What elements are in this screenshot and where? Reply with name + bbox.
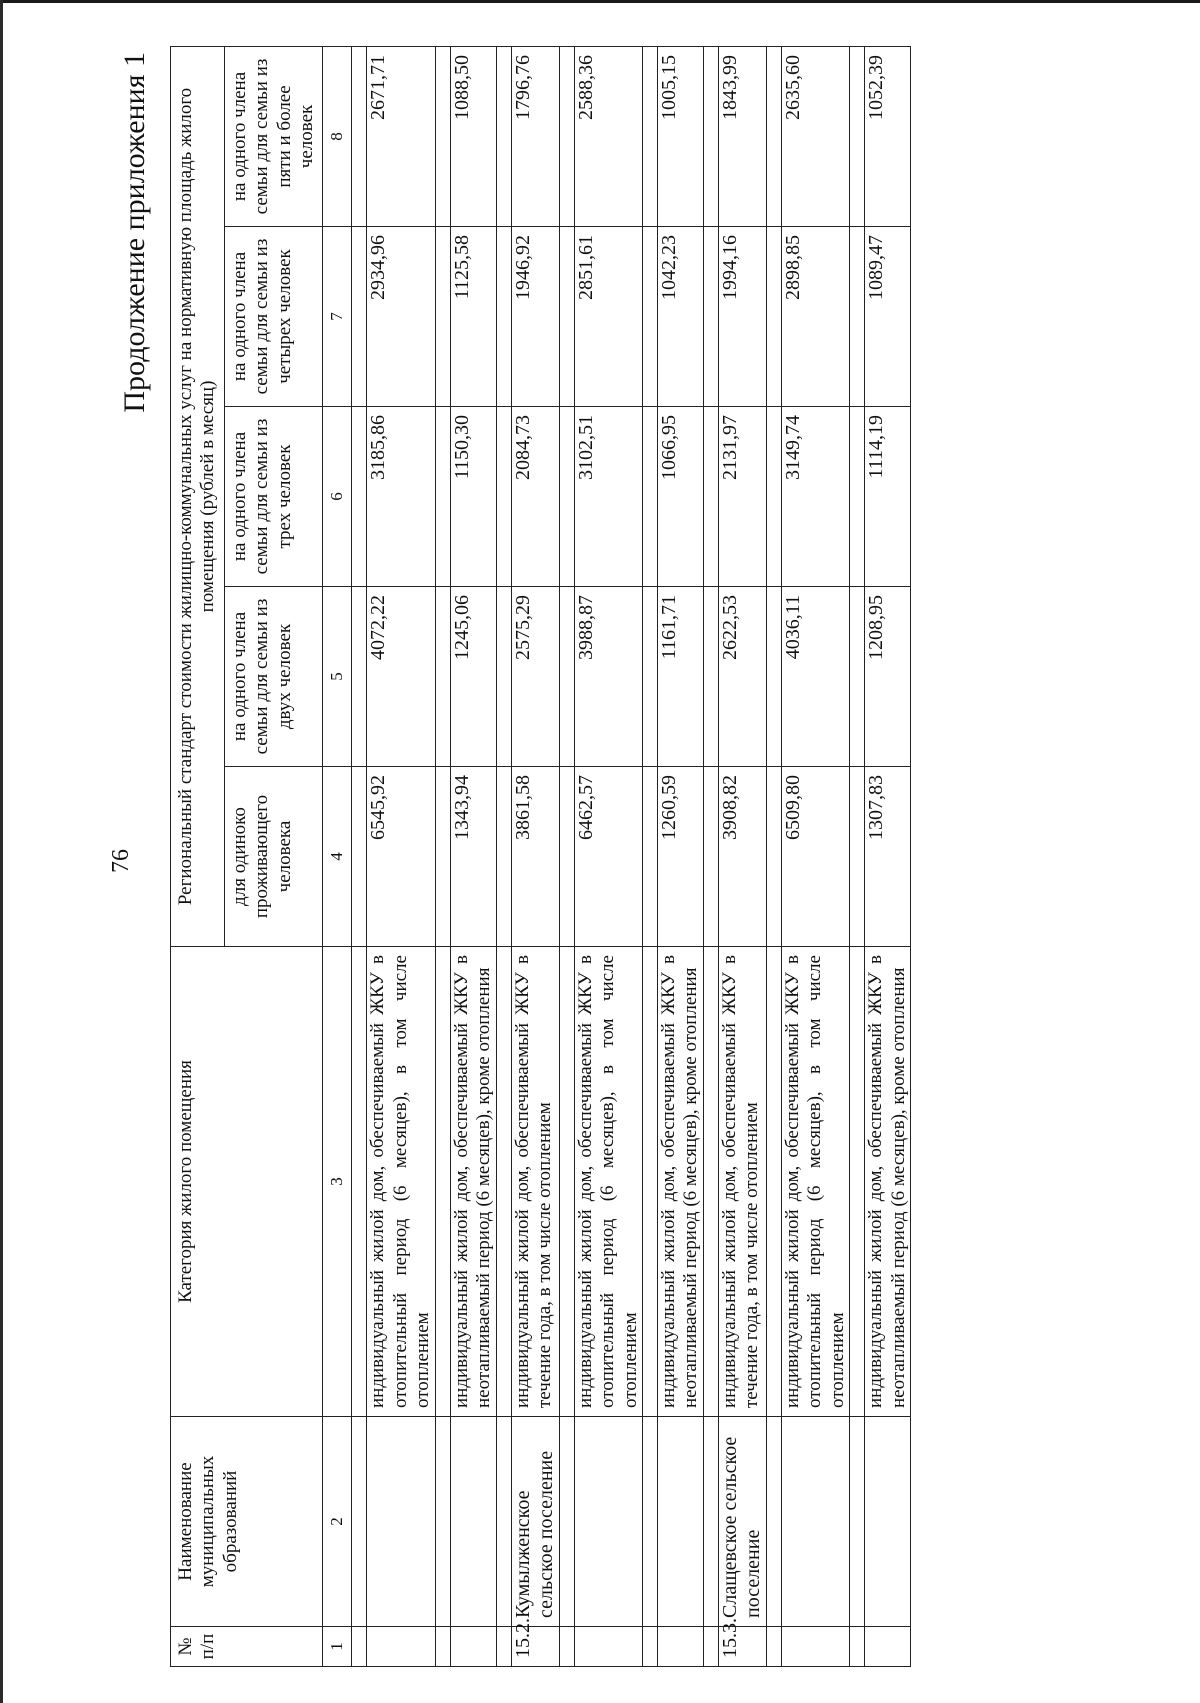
row-name bbox=[657, 1417, 703, 1627]
table-body bbox=[352, 46, 910, 1666]
tariff-table bbox=[170, 46, 911, 1667]
colnum-7: 7 bbox=[323, 227, 352, 407]
row-category: индивидуальный жилой дом, обеспечиваемый ЖКУ в отопительный период (6 месяцев), в том числе отоплением bbox=[574, 947, 642, 1417]
spacer-cell bbox=[435, 1417, 450, 1627]
row-value-3: 2084,73 bbox=[511, 407, 559, 587]
row-value-1: 3908,82 bbox=[718, 767, 766, 947]
row-name bbox=[781, 1417, 849, 1627]
colnum-3: 3 bbox=[323, 947, 352, 1417]
spacer-cell bbox=[559, 587, 574, 767]
row-spacer bbox=[703, 46, 718, 1666]
spacer-cell bbox=[435, 407, 450, 587]
spacer-cell bbox=[496, 587, 511, 767]
spacer-cell bbox=[435, 767, 450, 947]
spacer-cell bbox=[496, 947, 511, 1417]
colnum-4: 4 bbox=[323, 767, 352, 947]
spacer-cell bbox=[642, 1417, 657, 1627]
row-value-2: 2622,53 bbox=[718, 587, 766, 767]
spacer-cell bbox=[703, 767, 718, 947]
spacer-cell bbox=[703, 227, 718, 407]
row-spacer bbox=[496, 46, 511, 1666]
row-value-1: 6509,80 bbox=[781, 767, 849, 947]
spacer-cell bbox=[703, 947, 718, 1417]
column-number-row bbox=[323, 46, 352, 1666]
row-spacer bbox=[766, 46, 781, 1666]
page-subtitle: Продолжение приложения 1 bbox=[118, 52, 151, 413]
header-row-1 bbox=[171, 46, 225, 1666]
spacer-cell bbox=[352, 1417, 367, 1627]
colnum-5: 5 bbox=[323, 587, 352, 767]
spacer-cell bbox=[352, 407, 367, 587]
spacer-cell bbox=[496, 767, 511, 947]
spacer-cell bbox=[850, 46, 865, 226]
row-value-1: 3861,58 bbox=[511, 767, 559, 947]
spacer-cell bbox=[352, 767, 367, 947]
row-no: 15.3. bbox=[718, 1627, 766, 1667]
row-value-1: 1260,59 bbox=[657, 767, 703, 947]
header-sub-1: для одиноко проживающего человека bbox=[224, 767, 323, 947]
row-value-4: 2934,96 bbox=[367, 227, 435, 407]
row-category: индивидуальный жилой дом, обеспечиваемый ЖКУ в течение года, в том числе отоплением bbox=[511, 947, 559, 1417]
spacer-cell bbox=[559, 46, 574, 226]
spacer-cell bbox=[352, 1627, 367, 1667]
spacer-cell bbox=[766, 947, 781, 1417]
spacer-cell bbox=[559, 1627, 574, 1667]
header-no: № п/п bbox=[171, 1627, 323, 1667]
spacer-cell bbox=[703, 1417, 718, 1627]
row-value-4: 1089,47 bbox=[865, 227, 911, 407]
row-value-3: 3149,74 bbox=[781, 407, 849, 587]
row-value-2: 4036,11 bbox=[781, 587, 849, 767]
row-value-2: 2575,29 bbox=[511, 587, 559, 767]
colnum-8: 8 bbox=[323, 46, 352, 226]
spacer-cell bbox=[850, 407, 865, 587]
row-value-2: 3988,87 bbox=[574, 587, 642, 767]
table-row bbox=[865, 46, 911, 1666]
row-value-4: 1042,23 bbox=[657, 227, 703, 407]
row-value-1: 1343,94 bbox=[450, 767, 496, 947]
row-no: 15.2. bbox=[511, 1627, 559, 1667]
spacer-cell bbox=[642, 1627, 657, 1667]
row-no bbox=[574, 1627, 642, 1667]
row-category: индивидуальный жилой дом, обеспечиваемый ЖКУ в течение года, в том числе отоплением bbox=[718, 947, 766, 1417]
spacer-cell bbox=[703, 46, 718, 226]
table-row bbox=[781, 46, 849, 1666]
row-value-3: 2131,97 bbox=[718, 407, 766, 587]
row-value-3: 1114,19 bbox=[865, 407, 911, 587]
row-value-3: 1150,30 bbox=[450, 407, 496, 587]
spacer-cell bbox=[559, 1417, 574, 1627]
header-sub-3: на одного члена семьи для семьи из трех человек bbox=[224, 407, 323, 587]
spacer-cell bbox=[496, 227, 511, 407]
spacer-cell bbox=[496, 1417, 511, 1627]
spacer-cell bbox=[642, 227, 657, 407]
row-no bbox=[781, 1627, 849, 1667]
row-value-5: 1843,99 bbox=[718, 46, 766, 226]
spacer-cell bbox=[850, 1417, 865, 1627]
spacer-cell bbox=[642, 767, 657, 947]
row-category: индивидуальный жилой дом, обеспечиваемый ЖКУ в неотапливаемый период (6 месяцев), кроме отопления bbox=[865, 947, 911, 1417]
row-spacer bbox=[352, 46, 367, 1666]
spacer-cell bbox=[642, 407, 657, 587]
spacer-cell bbox=[766, 46, 781, 226]
row-value-5: 2588,36 bbox=[574, 46, 642, 226]
spacer-cell bbox=[703, 407, 718, 587]
header-sub-4: на одного члена семьи для семьи из четырех человек bbox=[224, 227, 323, 407]
spacer-cell bbox=[850, 947, 865, 1417]
row-spacer bbox=[435, 46, 450, 1666]
spacer-cell bbox=[352, 46, 367, 226]
row-value-5: 2635,60 bbox=[781, 46, 849, 226]
row-spacer bbox=[850, 46, 865, 1666]
row-category: индивидуальный жилой дом, обеспечиваемый ЖКУ в неотапливаемый период (6 месяцев), кроме отопления bbox=[657, 947, 703, 1417]
row-value-1: 6462,57 bbox=[574, 767, 642, 947]
spacer-cell bbox=[766, 767, 781, 947]
row-value-1: 1307,83 bbox=[865, 767, 911, 947]
row-no bbox=[450, 1627, 496, 1667]
spacer-cell bbox=[435, 947, 450, 1417]
spacer-cell bbox=[435, 227, 450, 407]
row-value-3: 3102,51 bbox=[574, 407, 642, 587]
row-value-3: 3185,86 bbox=[367, 407, 435, 587]
colnum-2: 2 bbox=[323, 1417, 352, 1627]
spacer-cell bbox=[850, 587, 865, 767]
row-spacer bbox=[559, 46, 574, 1666]
spacer-cell bbox=[496, 46, 511, 226]
row-value-3: 1066,95 bbox=[657, 407, 703, 587]
row-no bbox=[367, 1627, 435, 1667]
row-value-1: 6545,92 bbox=[367, 767, 435, 947]
spacer-cell bbox=[496, 1627, 511, 1667]
spacer-cell bbox=[352, 947, 367, 1417]
spacer-cell bbox=[766, 407, 781, 587]
spacer-cell bbox=[352, 587, 367, 767]
row-category: индивидуальный жилой дом, обеспечиваемый ЖКУ в неотапливаемый период (6 месяцев), кроме отопления bbox=[450, 947, 496, 1417]
row-category: индивидуальный жилой дом, обеспечиваемый ЖКУ в отопительный период (6 месяцев), в том числе отоплением bbox=[367, 947, 435, 1417]
row-no bbox=[657, 1627, 703, 1667]
table-row bbox=[367, 46, 435, 1666]
row-name: Кумылженское сельское поселение bbox=[511, 1417, 559, 1627]
spacer-cell bbox=[766, 587, 781, 767]
row-name bbox=[574, 1417, 642, 1627]
colnum-1: 1 bbox=[323, 1627, 352, 1667]
table-row bbox=[657, 46, 703, 1666]
spacer-cell bbox=[703, 1627, 718, 1667]
row-value-4: 1125,58 bbox=[450, 227, 496, 407]
header-category: Категория жилого помещения bbox=[171, 947, 323, 1417]
spacer-cell bbox=[642, 587, 657, 767]
row-value-5: 1796,76 bbox=[511, 46, 559, 226]
table-row bbox=[511, 46, 559, 1666]
header-sub-5: на одного члена семьи для семьи из пяти и более человек bbox=[224, 46, 323, 226]
spacer-cell bbox=[766, 1627, 781, 1667]
spacer-cell bbox=[352, 227, 367, 407]
spacer-cell bbox=[703, 587, 718, 767]
header-sub-2: на одного члена семьи для семьи из двух человек bbox=[224, 587, 323, 767]
row-value-2: 1161,71 bbox=[657, 587, 703, 767]
row-category: индивидуальный жилой дом, обеспечиваемый ЖКУ в отопительный период (6 месяцев), в том числе отоплением bbox=[781, 947, 849, 1417]
row-value-5: 1088,50 bbox=[450, 46, 496, 226]
spacer-cell bbox=[435, 587, 450, 767]
spacer-cell bbox=[642, 947, 657, 1417]
row-name bbox=[865, 1417, 911, 1627]
page-number: 76 bbox=[108, 849, 134, 873]
spacer-cell bbox=[559, 947, 574, 1417]
colnum-6: 6 bbox=[323, 407, 352, 587]
row-value-4: 1994,16 bbox=[718, 227, 766, 407]
spacer-cell bbox=[435, 1627, 450, 1667]
row-name: Слащевское сельское поселение bbox=[718, 1417, 766, 1627]
row-name bbox=[367, 1417, 435, 1627]
row-value-5: 1005,15 bbox=[657, 46, 703, 226]
spacer-cell bbox=[559, 227, 574, 407]
row-value-5: 1052,39 bbox=[865, 46, 911, 226]
spacer-cell bbox=[559, 767, 574, 947]
spacer-cell bbox=[766, 227, 781, 407]
table-row bbox=[574, 46, 642, 1666]
spacer-cell bbox=[850, 1627, 865, 1667]
row-value-4: 2898,85 bbox=[781, 227, 849, 407]
row-value-5: 2671,71 bbox=[367, 46, 435, 226]
spacer-cell bbox=[435, 46, 450, 226]
row-name bbox=[450, 1417, 496, 1627]
row-no bbox=[865, 1627, 911, 1667]
row-spacer bbox=[642, 46, 657, 1666]
row-value-2: 4072,22 bbox=[367, 587, 435, 767]
row-value-2: 1208,95 bbox=[865, 587, 911, 767]
row-value-2: 1245,06 bbox=[450, 587, 496, 767]
spacer-cell bbox=[850, 227, 865, 407]
table-row bbox=[450, 46, 496, 1666]
row-value-4: 1946,92 bbox=[511, 227, 559, 407]
header-name: Наименование муниципальных образований bbox=[171, 1417, 323, 1627]
spacer-cell bbox=[642, 46, 657, 226]
spacer-cell bbox=[850, 767, 865, 947]
header-standard: Региональный стандарт стоимости жилищно-коммунальных услуг на нормативную площадь жилого помещения (рублей в месяц) bbox=[171, 46, 225, 946]
row-value-4: 2851,61 bbox=[574, 227, 642, 407]
spacer-cell bbox=[766, 1417, 781, 1627]
spacer-cell bbox=[559, 407, 574, 587]
spacer-cell bbox=[496, 407, 511, 587]
table-row bbox=[718, 46, 766, 1666]
